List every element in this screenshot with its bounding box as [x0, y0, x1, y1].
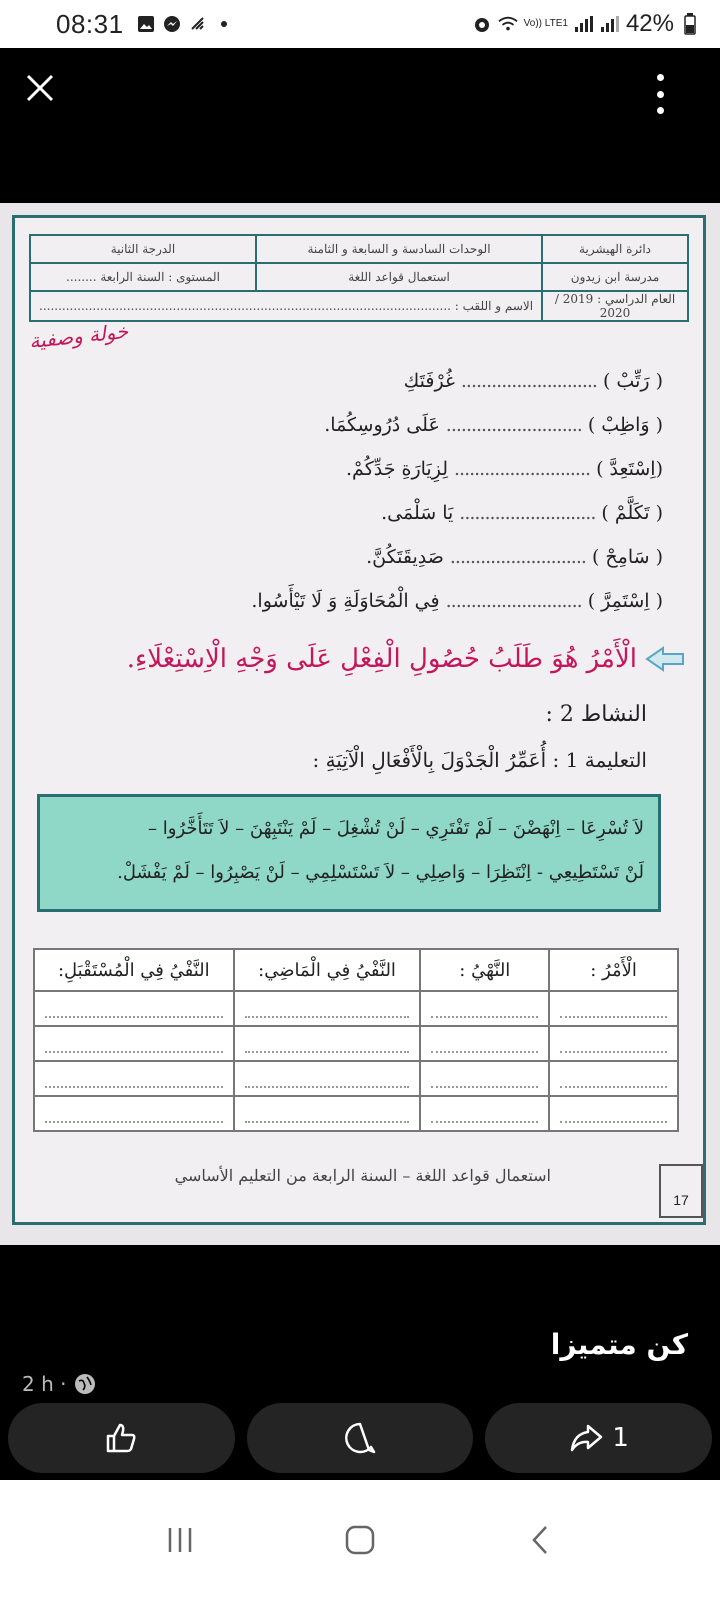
system-nav-bar — [0, 1480, 720, 1600]
exercise-line: ( وَاظِبْ ) ........................... عَلَى دُرُوسِكُمَا. — [324, 414, 663, 436]
post-meta — [22, 1372, 96, 1396]
header-cell: دائرة الهيشرية — [542, 235, 688, 263]
verb-list-line: لاَ تُسْرِعَا – اِنْهَضْنَ – لَمْ تَفْتَرِي – لَنْ تُشْغِلَ – لَمْ يَنْتَبِهْنَ – لاَ تَتَأَخَّرُوا – — [148, 818, 644, 839]
verb-list-box — [37, 794, 661, 912]
table-header: الْأَمْرُ : — [549, 949, 678, 991]
like-button[interactable] — [8, 1403, 235, 1473]
notification-icons — [136, 14, 234, 34]
table-row — [34, 991, 678, 1026]
more-vert-icon — [657, 74, 664, 81]
comment-button[interactable] — [247, 1403, 474, 1473]
table-row — [34, 1096, 678, 1131]
globe-icon — [74, 1373, 96, 1395]
handwritten-name: خولة وصفية — [28, 318, 130, 354]
grammar-rule — [45, 644, 685, 674]
worksheet-footer: استعمال قواعد اللغة – السنة الرابعة من التعليم الأساسي — [174, 1166, 551, 1185]
network-label: Vo)) LTE1 — [523, 18, 568, 29]
header-cell: العام الدراسي : 2019 / 2020 — [542, 291, 688, 321]
close-button[interactable] — [22, 70, 58, 106]
back-icon — [529, 1524, 551, 1556]
battery-icon — [680, 14, 700, 34]
table-row — [34, 1061, 678, 1096]
comment-icon — [342, 1420, 378, 1456]
header-cell: مدرسة ابن زيدون — [542, 263, 688, 291]
post-time: 2 h · — [22, 1372, 67, 1396]
status-right — [472, 10, 700, 38]
battery-percent: 42% — [625, 10, 674, 37]
exercise-line: ( رَتِّبْ ) ........................... غُرْفَتَكِ — [403, 370, 663, 392]
wifi-icon — [498, 14, 518, 34]
table-header: النَّفْيُ فِي الْمُسْتَقْبَلِ: — [34, 949, 234, 991]
activity-title: النشاط 2 : — [545, 702, 647, 727]
home-button[interactable] — [340, 1520, 380, 1560]
worksheet — [12, 215, 706, 1225]
share-button[interactable] — [485, 1403, 712, 1473]
worksheet-header-table — [29, 234, 689, 322]
home-icon — [344, 1524, 376, 1556]
exercise-line: ( اِسْتَمِرَّ ) ........................... فِي الْمُحَاوَلَةِ وَ لَا تَيْأَسُوا. — [251, 590, 663, 612]
share-icon — [568, 1420, 604, 1456]
dot-icon — [214, 14, 234, 34]
status-time: 08:31 — [56, 8, 124, 39]
signal-2-icon — [600, 14, 620, 34]
instruction-text: التعليمة 1 : أُعَمِّرُ الْجَدْوَلَ بِالْأَفْعَالِ الْآتِيَةِ : — [312, 748, 647, 772]
table-header: النَّفْيُ فِي الْمَاضِي: — [234, 949, 421, 991]
classification-table — [33, 948, 679, 1132]
header-cell: استعمال قواعد اللغة — [256, 263, 542, 291]
exercise-line: (اِسْتَعِدَّ ) ........................... لِزِيَارَةِ جَدِّكُمْ. — [346, 458, 663, 480]
page-number: 17 — [659, 1164, 703, 1218]
header-cell: الاسم و اللقب : ............................................................................................................ — [30, 291, 542, 321]
post-caption: كن متميزا — [550, 1328, 688, 1361]
post-actions — [8, 1403, 712, 1473]
header-cell: الدرجة الثانية — [30, 235, 256, 263]
viewer-top-bar — [0, 48, 720, 148]
verb-list-line: لَنْ تَسْتَطِيعِي - اِنْتَظِرَا – وَاصِلِي – لاَ تَسْتَسْلِمِي – لَنْ يَصْبِرُوا – لَمْ يَفْشَلْ. — [117, 862, 644, 883]
recents-icon — [165, 1526, 195, 1554]
signal-icon — [574, 14, 594, 34]
wifi-calling-icon — [188, 14, 208, 34]
thumbs-up-icon — [103, 1420, 139, 1456]
exercise-line: ( سَامِحْ ) ........................... صَدِيقَتَكُنَّ. — [366, 546, 663, 568]
exercise-line: ( تَكَلَّمْ ) ........................... يَا سَلْمَى. — [381, 502, 663, 524]
post-photo[interactable] — [0, 203, 720, 1245]
arrow-left-icon — [645, 646, 685, 672]
more-options-button[interactable] — [648, 74, 672, 114]
share-count: 1 — [612, 1423, 629, 1453]
header-cell: الوحدات السادسة و السابعة و الثامنة — [256, 235, 542, 263]
messenger-icon — [162, 14, 182, 34]
exercise-list — [103, 370, 663, 634]
back-button[interactable] — [520, 1520, 560, 1560]
table-header: النَّهْيُ : — [420, 949, 549, 991]
recent-apps-button[interactable] — [160, 1520, 200, 1560]
close-icon — [22, 70, 58, 106]
table-row — [34, 1026, 678, 1061]
gallery-icon — [136, 14, 156, 34]
rule-text: الْأَمْرُ هُوَ طَلَبُ حُصُولِ الْفِعْلِ عَلَى وَجْهِ الْاِسْتِعْلَاءِ. — [126, 644, 637, 674]
alarm-icon — [472, 14, 492, 34]
header-cell: المستوى : السنة الرابعة ........ — [30, 263, 256, 291]
status-bar — [0, 0, 720, 48]
